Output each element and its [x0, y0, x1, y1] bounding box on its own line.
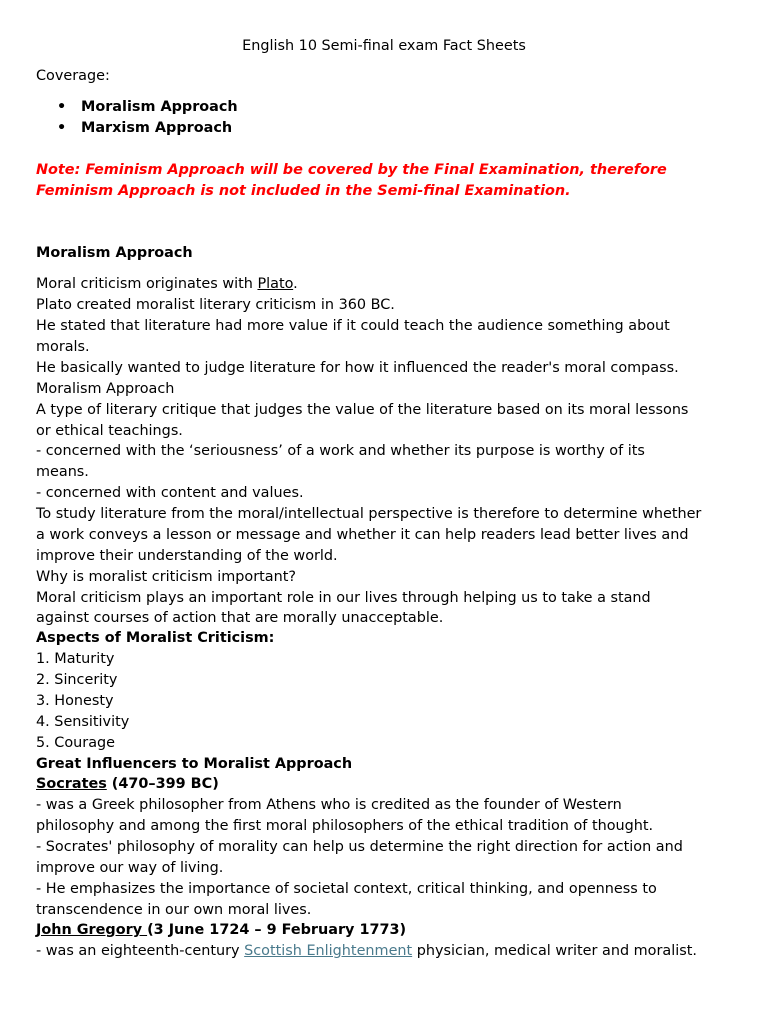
bullet-glyph: • [57, 120, 67, 136]
socrates-line: - was a Greek philosopher from Athens who is credited as the founder of Western [36, 797, 622, 813]
socrates-dates: (470–399 BC) [106, 776, 219, 792]
socrates-name[interactable]: Socrates [36, 776, 107, 792]
plato-after: . [293, 276, 298, 292]
body-line: Moral criticism plays an important role in our lives through helping us to take a stand [36, 590, 651, 606]
gregory-name[interactable]: John Gregory [36, 922, 148, 938]
note-line: Feminism Approach is not included in the Semi-final Examination. [36, 183, 571, 199]
aspect-item: 3. Honesty [36, 693, 114, 709]
body-line: He basically wanted to judge literature for how it influenced the reader's moral compass. [36, 360, 679, 376]
plato-line [36, 274, 298, 294]
body-line: To study literature from the moral/intellectual perspective is therefore to determine whether [36, 506, 702, 522]
gregory-after: physician, medical writer and moralist. [412, 943, 697, 959]
body-line: Why is moralist criticism important? [36, 569, 296, 585]
note-line: Note: Feminism Approach will be covered by the Final Examination, therefore [36, 162, 667, 178]
body-line: morals. [36, 339, 90, 355]
body-line: - concerned with content and values. [36, 485, 304, 501]
coverage-label: Coverage: [36, 68, 110, 84]
coverage-item: Moralism Approach [81, 99, 238, 115]
gregory-line [36, 941, 697, 961]
gregory-dates: (3 June 1724 – 9 February 1773) [147, 922, 407, 938]
scottish-enlightenment-link[interactable]: Scottish Enlightenment [244, 943, 413, 959]
aspect-item: 5. Courage [36, 735, 116, 751]
body-line: a work conveys a lesson or message and whether it can help readers lead better lives and [36, 527, 689, 543]
plato-before: Moral criticism originates with [36, 276, 258, 292]
socrates-line: transcendence in our own moral lives. [36, 902, 312, 918]
gregory-heading [36, 920, 406, 940]
body-line: against courses of action that are morally unacceptable. [36, 610, 444, 626]
bullet-glyph: • [57, 99, 67, 115]
socrates-line: - He emphasizes the importance of societal context, critical thinking, and openness to [36, 881, 657, 897]
socrates-line: - Socrates' philosophy of morality can help us determine the right direction for action and [36, 839, 683, 855]
body-line: - concerned with the ‘seriousness’ of a work and whether its purpose is worthy of its [36, 443, 645, 459]
aspects-heading: Aspects of Moralist Criticism: [36, 630, 275, 646]
socrates-heading [36, 774, 219, 794]
document-title: English 10 Semi-final exam Fact Sheets [242, 38, 526, 54]
plato-link[interactable]: Plato [257, 276, 294, 292]
influencers-heading: Great Influencers to Moralist Approach [36, 756, 353, 772]
aspect-item: 2. Sincerity [36, 672, 118, 688]
body-line: A type of literary critique that judges the value of the literature based on its moral lessons [36, 402, 689, 418]
socrates-line: philosophy and among the first moral philosophers of the ethical tradition of thought. [36, 818, 654, 834]
body-line: Moralism Approach [36, 381, 175, 397]
body-line: improve their understanding of the world. [36, 548, 338, 564]
gregory-before: - was an eighteenth-century [36, 943, 245, 959]
body-line: Plato created moralist literary criticism in 360 BC. [36, 297, 395, 313]
aspect-item: 4. Sensitivity [36, 714, 130, 730]
body-line: or ethical teachings. [36, 423, 183, 439]
aspect-item: 1. Maturity [36, 651, 115, 667]
socrates-line: improve our way of living. [36, 860, 224, 876]
body-line: means. [36, 464, 89, 480]
section-heading: Moralism Approach [36, 245, 193, 261]
body-line: He stated that literature had more value if it could teach the audience something about [36, 318, 670, 334]
coverage-item: Marxism Approach [81, 120, 233, 136]
